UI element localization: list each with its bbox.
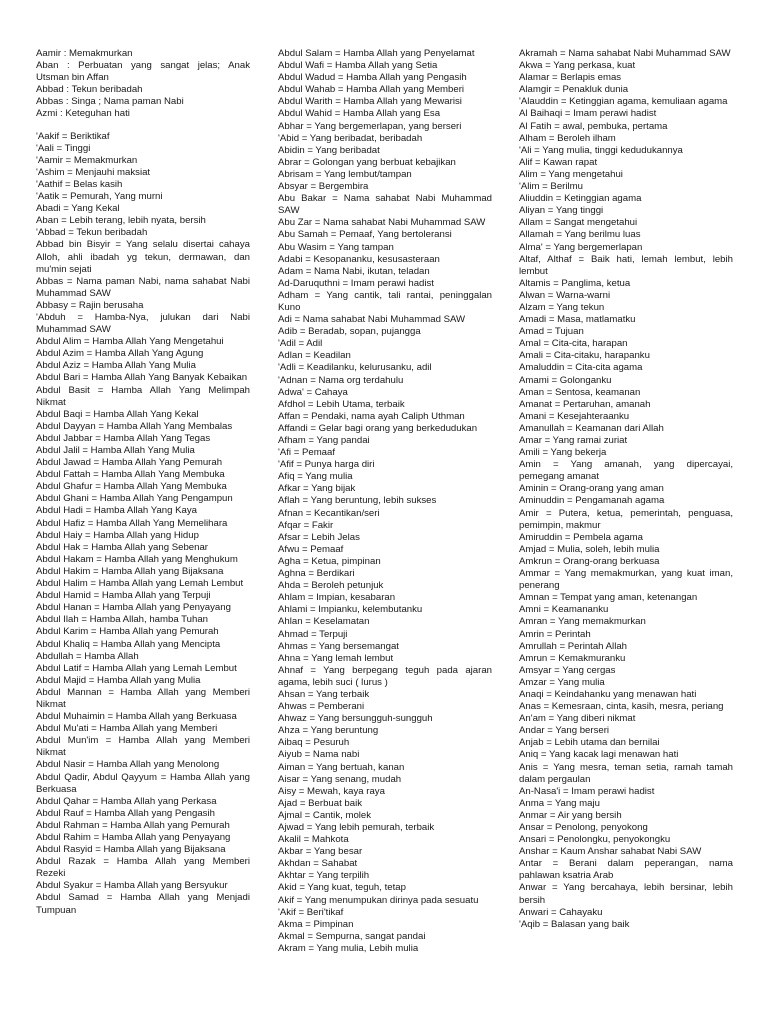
name-entry: Abdul Hak = Hamba Allah yang Sebenar [36, 541, 208, 553]
name-entry: Aliuddin = Ketinggian agama [519, 193, 642, 205]
name-entry: Amran = Yang memakmurkan [519, 616, 646, 628]
name-entry: Akhdan = Sahabat [278, 858, 358, 870]
name-entry: Abdul Jabbar = Hamba Allah Yang Tegas [36, 432, 211, 444]
name-entry: Abdul Ghafur = Hamba Allah Yang Membuka [36, 481, 227, 493]
name-entry: Abdul Baqi = Hamba Allah Yang Kekal [36, 408, 199, 420]
name-entry: Amkrun = Orang-orang berkuasa [519, 555, 660, 567]
name-entry: Aibaq = Pesuruh [278, 737, 350, 749]
name-entry: 'Abduh = Hamba-Nya, julukan dari Nabi Muhammad SAW [36, 311, 250, 336]
name-entry: Aniq = Yang kacak lagi menawan hati [519, 749, 679, 761]
name-entry: Amiruddin = Pembela agama [519, 531, 643, 543]
name-entry: Abdul Nasir = Hamba Allah yang Menolong [36, 759, 220, 771]
name-entry: Agha = Ketua, pimpinan [278, 555, 381, 567]
name-entry: Ajwad = Yang lebih pemurah, terbaik [278, 822, 435, 833]
name-entry: 'Afi = Pemaaf [278, 447, 336, 459]
name-entry: Ahlan = Keselamatan [278, 616, 370, 628]
name-entry: Afwu = Pemaaf [278, 543, 344, 555]
name-entry: Akhtar = Yang terpilih [278, 870, 370, 882]
name-entry: Aman = Sentosa, keamanan [519, 386, 641, 398]
name-entry: Amrin = Perintah [519, 628, 591, 640]
name-entry: Alamgir = Penakluk dunia [519, 84, 629, 96]
name-entry: Amar = Yang ramai zuriat [519, 435, 628, 446]
name-entry: Anma = Yang maju [519, 797, 600, 809]
name-entry: Amrullah = Perintah Allah [519, 640, 627, 652]
name-entry: Anjab = Lebih utama dan bernilai [519, 737, 660, 749]
name-entry: Amani = Kesejahteraanku [519, 410, 630, 422]
name-entry: Ansar = Penolong, penyokong [519, 822, 648, 833]
name-entry: Abdul Fattah = Hamba Allah Yang Membuka [36, 469, 225, 481]
name-entry: Abdul Hakam = Hamba Allah yang Menghukum [36, 553, 238, 565]
name-entry: 'Adnan = Nama org terdahulu [278, 374, 404, 386]
name-entry: Abbas = Nama paman Nabi, nama sahabat Nabi Muhammad SAW [36, 275, 250, 299]
name-entry: Amanat = Pertaruhan, amanah [519, 398, 651, 410]
name-entry: Akbar = Yang besar [278, 846, 363, 858]
name-entry: Amzar = Yang mulia [519, 676, 605, 688]
name-entry: Abdul Wahid = Hamba Allah yang Esa [278, 108, 441, 120]
name-entry: Abdul Basit = Hamba Allah Yang Melimpah Nikmat [36, 384, 250, 408]
name-entry: Aghna = Berdikari [278, 568, 355, 580]
name-entry: Alwan = Warna-warni [519, 289, 611, 301]
name-entry: Adwa' = Cahaya [278, 386, 348, 398]
name-entry: Akmal = Sempurna, sangat pandai [278, 930, 426, 942]
name-entry: An'am = Yang diberi nikmat [519, 713, 636, 725]
name-entry: Akalil = Mahkota [278, 834, 349, 846]
name-entry: Ahna = Yang lemah lembut [278, 652, 394, 664]
name-entry: Afdhol = Lebih Utama, terbaik [278, 398, 405, 410]
name-entry: Ahwas = Pemberani [278, 701, 365, 713]
name-entry: Adlan = Keadilan [278, 350, 351, 362]
name-entry: Anis = Yang mesra, teman setia, ramah tamah dalam pergaulan [519, 761, 733, 785]
name-entry: Abbad bin Bisyir = Yang selalu disertai cahaya Alloh, ahli ibadah yg tekun, dermawan, dan mu'min sejati [36, 239, 250, 275]
name-entry: Akram = Yang mulia, Lebih mulia [278, 942, 419, 954]
name-list-column-1 [36, 48, 250, 917]
name-entry: Amir = Putera, ketua, pemerintah, penguasa, pemimpin, makmur [519, 507, 733, 531]
name-entry: Amni = Keamananku [519, 604, 609, 616]
name-entry: Abdul Rauf = Hamba Allah yang Pengasih [36, 807, 215, 819]
name-entry: Aliyan = Yang tinggi [519, 205, 604, 217]
name-entry: Abdul Hakim = Hamba Allah yang Bijaksana [36, 565, 224, 577]
name-entry: Abhar = Yang bergemerlapan, yang berseri [278, 120, 462, 132]
name-entry: Abdul Wadud = Hamba Allah yang Pengasih [278, 72, 467, 84]
name-entry: 'Aamir = Memakmurkan [36, 154, 138, 166]
name-entry: 'Abbad = Tekun beribadah [36, 227, 148, 239]
name-entry: Adam = Nama Nabi, ikutan, teladan [278, 265, 430, 277]
name-entry: Abadi = Yang Kekal [36, 203, 120, 215]
name-entry: Ahza = Yang beruntung [278, 725, 379, 737]
name-entry: Abdul Rasyid = Hamba Allah yang Bijaksana [36, 844, 226, 856]
name-entry: Afsar = Lebih Jelas [278, 531, 360, 543]
name-entry: Ahda = Beroleh petunjuk [278, 580, 384, 592]
name-entry: Akif = Yang menumpukan dirinya pada sesuatu [278, 894, 479, 906]
name-entry: Abidin = Yang beribadat [278, 144, 380, 156]
name-entry: Abdul Hafiz = Hamba Allah Yang Memelihara [36, 517, 228, 529]
name-entry: Ahwaz = Yang bersungguh-sungguh [278, 713, 433, 725]
name-entry: Abdul Mu'ati = Hamba Allah yang Memberi [36, 723, 218, 735]
name-entry: Abbas : Singa ; Nama paman Nabi [36, 96, 184, 108]
name-entry: Absyar = Bergembira [278, 181, 369, 193]
name-entry: Abdul Ghani = Hamba Allah Yang Pengampun [36, 493, 233, 505]
name-entry: 'Afif = Punya harga diri [278, 459, 375, 471]
name-entry: Amsyar = Yang cergas [519, 664, 616, 676]
name-entry: Akramah = Nama sahabat Nabi Muhammad SAW [519, 48, 731, 59]
name-entry: Ahlami = Impianku, kelembutanku [278, 604, 423, 616]
name-entry: Abdul Qadir, Abdul Qayyum = Hamba Allah yang Berkuasa [36, 771, 250, 795]
name-entry: Abdul Bari = Hamba Allah Yang Banyak Kebaikan [36, 372, 248, 384]
name-entry: Adham = Yang cantik, tali rantai, peninggalan Kuno [278, 289, 492, 313]
name-entry: 'Aathif = Belas kasih [36, 178, 123, 190]
name-entry: Aminuddin = Pengamanah agama [519, 495, 665, 507]
name-entry: Alma' = Yang bergemerlapan [519, 241, 643, 253]
name-entry: Afqar = Fakir [278, 519, 334, 531]
name-entry: 'Aqib = Balasan yang baik [519, 918, 630, 930]
name-entry: Allam = Sangat mengetahui [519, 217, 638, 229]
name-entry: Aisar = Yang senang, mudah [278, 773, 402, 785]
name-entry: Abu Zar = Nama sahabat Nabi Muhammad SAW [278, 217, 486, 229]
name-entry: Abdul Rahim = Hamba Allah yang Penyayang [36, 832, 231, 843]
name-entry: Adabi = Kesopananku, kesusasteraan [278, 253, 440, 265]
name-entry: 'Alauddin = Ketinggian agama, kemuliaan agama [519, 96, 728, 108]
name-entry: Abdul Ilah = Hamba Allah, hamba Tuhan [36, 614, 209, 626]
name-entry: Andar = Yang berseri [519, 725, 610, 737]
name-entry: Ahlam = Impian, kesabaran [278, 592, 396, 604]
name-entry: Abdul Razak = Hamba Allah yang Memberi Rezeki [36, 856, 250, 880]
name-entry: Amadi = Masa, matlamatku [519, 314, 636, 326]
name-entry: 'Akif = Beri'tikaf [278, 906, 344, 918]
name-entry: 'Adil = Adil [278, 338, 323, 350]
name-entry: Aminin = Orang-orang yang aman [519, 483, 664, 495]
name-entry: Altaf, Althaf = Baik hati, lemah lembut, lebih lembut [519, 253, 733, 277]
name-entry: 'Aali = Tinggi [36, 142, 91, 154]
name-entry: Abdul Dayyan = Hamba Allah Yang Membalas [36, 420, 233, 432]
name-entry: Amrun = Kemakmuranku [519, 652, 626, 664]
name-entry: Abdul Rahman = Hamba Allah yang Pemurah [36, 819, 230, 831]
name-entry: Ahsan = Yang terbaik [278, 688, 370, 700]
name-entry: Abdul Aziz = Hamba Allah Yang Mulia [36, 360, 196, 372]
name-entry: 'Adli = Keadilanku, kelurusanku, adil [278, 362, 432, 374]
name-entry: Abdul Syakur = Hamba Allah yang Bersyukur [36, 880, 228, 892]
name-list-column-2 [278, 48, 492, 955]
name-entry: Aisy = Mewah, kaya raya [278, 785, 385, 797]
name-entry: Amaluddin = Cita-cita agama [519, 362, 643, 374]
name-entry: Aban = Lebih terang, lebih nyata, bersih [36, 215, 206, 227]
name-entry: Affan = Pendaki, nama ayah Caliph Uthman [278, 410, 465, 422]
name-entry: Abdul Warith = Hamba Allah yang Mewarisi [278, 96, 462, 108]
name-entry: Abdul Hadi = Hamba Allah Yang Kaya [36, 505, 197, 517]
name-entry: Ad-Daruquthni = Imam perawi hadist [278, 277, 434, 289]
name-entry: Aiman = Yang bertuah, kanan [278, 761, 405, 773]
name-entry: Alham = Beroleh ilham [519, 132, 616, 144]
name-entry: Abdul Latif = Hamba Allah yang Lemah Lembut [36, 662, 237, 674]
name-entry: Abdul Jalil = Hamba Allah Yang Mulia [36, 445, 195, 456]
name-entry: Alim = Yang mengetahui [519, 168, 623, 180]
name-entry: Abdul Wafi = Hamba Allah yang Setia [278, 60, 438, 72]
name-entry: Abdul Jawad = Hamba Allah Yang Pemurah [36, 457, 223, 469]
name-entry: Adib = Beradab, sopan, pujangga [278, 326, 421, 338]
name-entry: Abrar = Golongan yang berbuat kebajikan [278, 156, 456, 168]
name-entry: Abdul Khaliq = Hamba Allah yang Mencipta [36, 638, 221, 650]
name-entry: Anwar = Yang bercahaya, lebih bersinar, lebih bersih [519, 882, 733, 906]
name-entry: Aamir : Memakmurkan [36, 48, 133, 59]
name-entry: Ajad = Berbuat baik [278, 797, 363, 809]
name-entry: Abu Bakar = Nama sahabat Nabi Muhammad SAW [278, 193, 492, 217]
name-entry: Abdul Azim = Hamba Allah Yang Agung [36, 348, 204, 360]
name-entry: Amali = Cita-citaku, harapanku [519, 350, 650, 362]
name-entry: Afkar = Yang bijak [278, 483, 356, 495]
name-entry: Amili = Yang bekerja [519, 447, 607, 459]
name-entry: Afiq = Yang mulia [278, 471, 353, 483]
name-entry: Amin = Yang amanah, yang dipercayai, pemegang amanat [519, 459, 733, 483]
name-entry: Anwari = Cahayaku [519, 906, 603, 918]
name-entry: Abdul Hanan = Hamba Allah yang Penyayang [36, 602, 231, 614]
name-entry: Amanullah = Keamanan dari Allah [519, 422, 664, 434]
name-entry: Amjad = Mulia, soleh, lebih mulia [519, 543, 660, 555]
name-entry: Abdul Majid = Hamba Allah yang Mulia [36, 674, 201, 686]
name-entry: Antar = Berani dalam peperangan, nama pahlawan ksatria Arab [519, 858, 733, 882]
name-entry: Anmar = Air yang bersih [519, 809, 622, 821]
name-entry: Al Baihaqi = Imam perawi hadist [519, 108, 657, 120]
name-entry: Abdul Halim = Hamba Allah yang Lemah Lembut [36, 578, 244, 590]
name-entry: Amad = Tujuan [519, 326, 584, 338]
name-entry: Amal = Cita-cita, harapan [519, 338, 628, 350]
name-entry: Anaqi = Keindahanku yang menawan hati [519, 688, 697, 700]
name-entry: An-Nasa'i = Imam perawi hadist [519, 785, 655, 797]
name-entry: Ajmal = Cantik, molek [278, 809, 372, 821]
name-entry: Abdul Salam = Hamba Allah yang Penyelamat [278, 48, 475, 59]
name-entry: Abdul Muhaimin = Hamba Allah yang Berkuasa [36, 711, 237, 723]
name-entry: Abu Wasim = Yang tampan [278, 241, 394, 253]
name-entry: Affandi = Gelar bagi orang yang berkedudukan [278, 422, 478, 434]
name-entry: Afnan = Kecantikan/seri [278, 507, 380, 519]
name-entry: Abbad : Tekun beribadah [36, 84, 143, 96]
name-entry: Ahnaf = Yang berpegang teguh pada ajaran agama, lebih suci ( lurus ) [278, 664, 492, 688]
name-entry: Abdullah = Hamba Allah [36, 650, 139, 662]
name-entry: Abdul Qahar = Hamba Allah yang Perkasa [36, 795, 217, 807]
name-entry: Al Fatih = awal, pembuka, pertama [519, 120, 668, 132]
name-entry: Azmi : Keteguhan hati [36, 108, 130, 120]
name-entry: Amnan = Tempat yang aman, ketenangan [519, 592, 698, 604]
name-entry: Anas = Kemesraan, cinta, kasih, mesra, periang [519, 701, 724, 713]
name-entry: Akid = Yang kuat, teguh, tetap [278, 882, 406, 894]
name-entry: Amami = Golonganku [519, 374, 612, 386]
name-entry: Abu Samah = Pemaaf, Yang bertoleransi [278, 229, 452, 241]
name-entry: Abdul Karim = Hamba Allah yang Pemurah [36, 626, 219, 638]
name-entry: Ahmas = Yang bersemangat [278, 640, 399, 652]
name-entry: 'Ashim = Menjauhi maksiat [36, 166, 151, 178]
name-list-column-3 [519, 48, 733, 931]
name-entry: Abdul Hamid = Hamba Allah yang Terpuji [36, 590, 211, 602]
name-entry: Ansari = Penolongku, penyokongku [519, 834, 671, 846]
name-entry: Abbasy = Rajin berusaha [36, 299, 144, 311]
name-entry: Alamar = Berlapis emas [519, 72, 622, 84]
name-entry: Abdul Wahab = Hamba Allah yang Memberi [278, 84, 465, 96]
name-entry: Aiyub = Nama nabi [278, 749, 360, 761]
name-entry: Alif = Kawan rapat [519, 156, 598, 168]
name-entry: Abdul Alim = Hamba Allah Yang Mengetahui [36, 336, 224, 348]
name-entry: 'Aakif = Beriktikaf [36, 130, 110, 142]
name-entry: Alzam = Yang tekun [519, 301, 605, 313]
name-entry: Abdul Mannan = Hamba Allah yang Memberi Nikmat [36, 686, 250, 710]
name-entry: Akma = Pimpinan [278, 918, 354, 930]
name-entry: Allamah = Yang berilmu luas [519, 229, 641, 241]
name-entry: Abrisam = Yang lembut/tampan [278, 168, 412, 180]
name-entry: Ahmad = Terpuji [278, 628, 348, 640]
name-entry: 'Aatik = Pemurah, Yang murni [36, 191, 163, 203]
name-entry: Aban : Perbuatan yang sangat jelas; Anak Utsman bin Affan [36, 60, 250, 84]
name-entry: Adi = Nama sahabat Nabi Muhammad SAW [278, 314, 466, 326]
name-entry: Abdul Samad = Hamba Allah yang Menjadi Tumpuan [36, 892, 250, 916]
name-entry: Altamis = Panglima, ketua [519, 277, 631, 289]
name-entry: Afham = Yang pandai [278, 435, 370, 446]
name-entry: Anshar = Kaum Anshar sahabat Nabi SAW [519, 846, 702, 858]
name-entry: 'Ali = Yang mulia, tinggi kedudukannya [519, 144, 683, 156]
name-entry: 'Alim = Berilmu [519, 181, 583, 193]
name-entry: Ammar = Yang memakmurkan, yang kuat iman, penerang [519, 568, 733, 592]
name-entry: 'Abid = Yang beribadat, beribadah [278, 132, 423, 144]
name-entry: Akwa = Yang perkasa, kuat [519, 60, 636, 72]
name-entry: Aflah = Yang beruntung, lebih sukses [278, 495, 437, 507]
name-entry: Abdul Mun'im = Hamba Allah yang Memberi Nikmat [36, 735, 250, 759]
name-entry: Abdul Haiy = Hamba Allah yang Hidup [36, 529, 199, 541]
